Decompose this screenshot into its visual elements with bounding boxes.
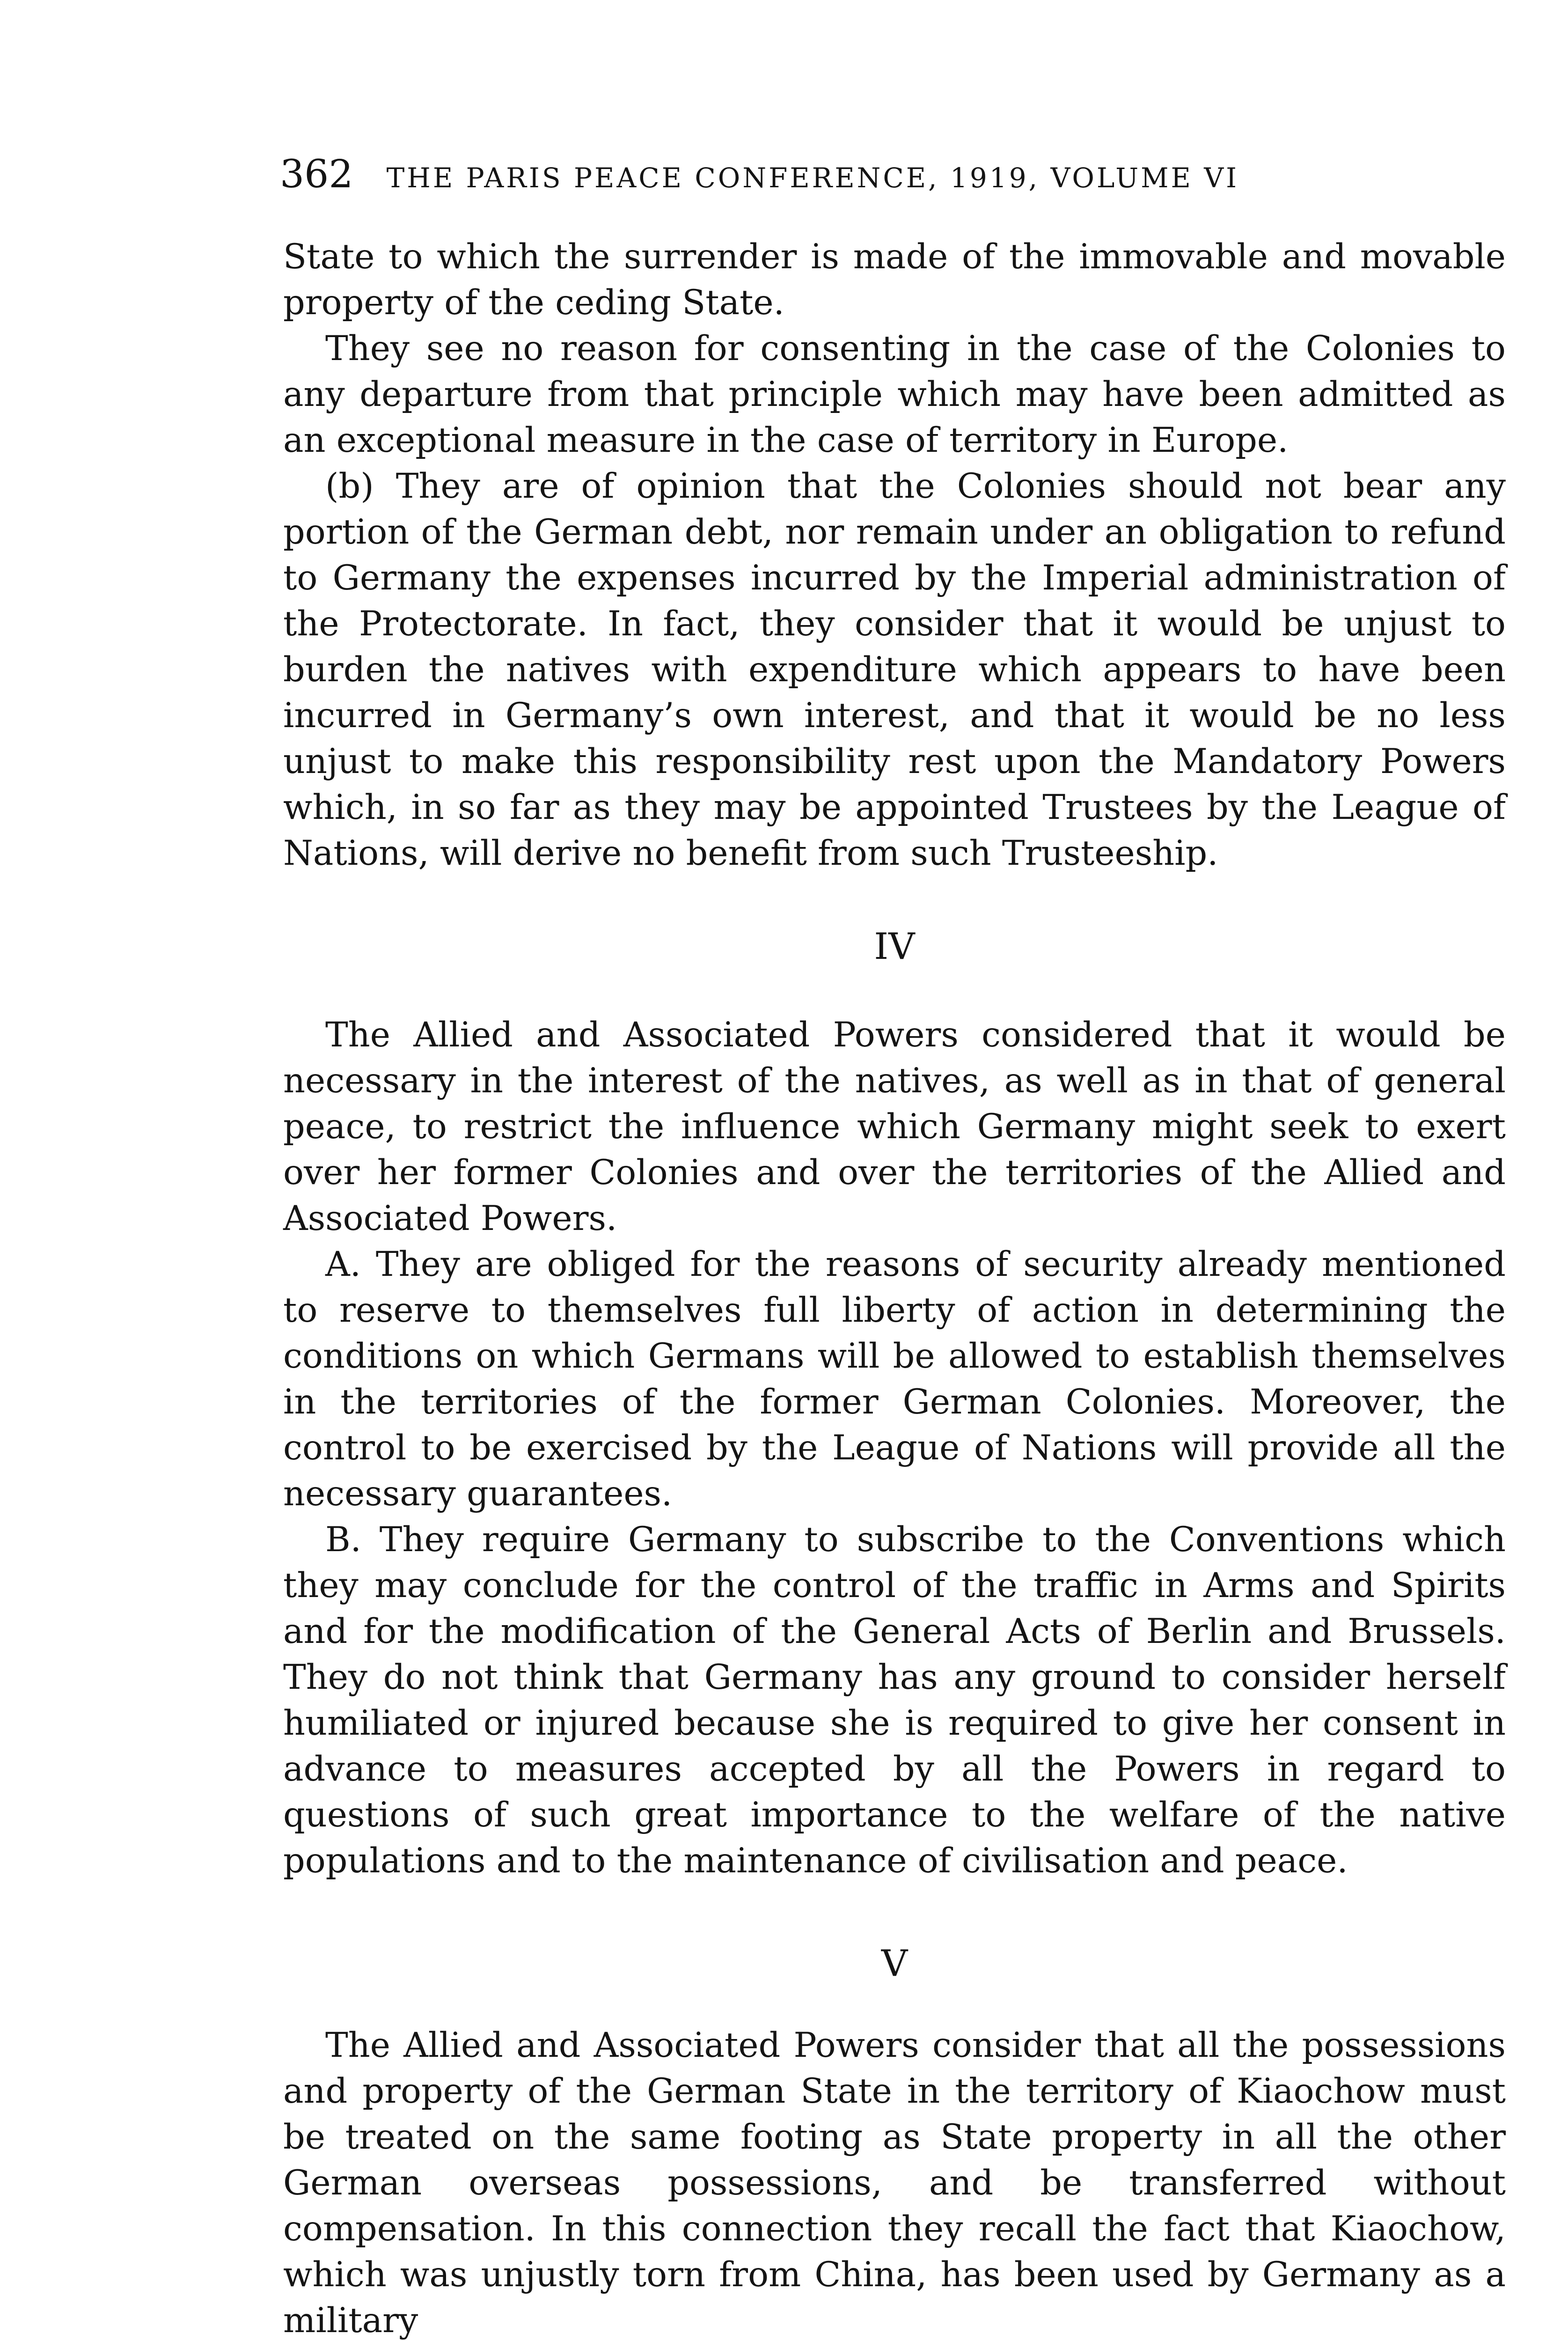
paragraph-german-debt: (b) They are of opinion that the Colonies should not bear any portion of the German debt, nor remain under an obligation to refund to Germany the expenses incurred by the Imperial administration of the Protectorate. In fact, they consider that it would be unjust to burden the natives with expenditure which appears to have been incurred in Germany’s own interest, and that it would be no less unjust to make this responsibility rest upon the Mandatory Powers which, in so far as they may be appointed Trustees by the League of Nations, will derive no benefit from such Trusteeship. [283,466,1506,873]
section-heading-iv: IV [874,926,915,968]
section-v-text-block [283,2023,1506,2341]
section-iv-text-block [283,1012,1506,1884]
paragraph-continuation: State to which the surrender is made of the immovable and movable property of the ceding State. [283,237,1506,323]
section-heading-v: V [881,1943,908,1985]
paragraph-point-a: A. They are obliged for the reasons of security already mentioned to reserve to themselves full liberty of action in determining the conditions on which Germans will be allowed to establish themselves in the territories of the former German Colonies. Moreover, the control to be exercised by the League of Nations will provide all the necessary guarantees. [283,1244,1506,1514]
page-number: 362 [280,152,353,197]
paragraph-kiaochow: The Allied and Associated Powers consider that all the possessions and property of the German State in the territory of Kiaochow must be treated on the same footing as State property in all the other German overseas possessions, and be transferred without compensation. In this connection they recall the fact that Kiaochow, which was unjustly torn from China, has been used by Germany as a military [283,2025,1506,2341]
paragraph-restrict-influence: The Allied and Associated Powers considered that it would be necessary in the interest of the natives, as well as in that of general peace, to restrict the influence which Germany might seek to exert over her former Colonies and over the territories of the Allied and Associated Powers. [283,1015,1506,1238]
running-title: THE PARIS PEACE CONFERENCE, 1919, VOLUME VI [386,162,1239,194]
paragraph-point-b: B. They require Germany to subscribe to the Conventions which they may conclude for the control of the traffic in Arms and Spirits and for the modification of the General Acts of Berlin and Brussels. They do not think that Germany has any ground to consider herself humiliated or injured because she is required to give her consent in advance to measures accepted by all the Powers in regard to questions of such great importance to the welfare of the native populations and to the maintenance of civilisation and peace. [283,1520,1506,1881]
paragraph-no-departure: They see no reason for consenting in the case of the Colonies to any departure from that principle which may have been admitted as an exceptional measure in the case of territory in Europe. [283,329,1506,460]
running-head [280,149,1506,200]
intro-text-block [283,234,1506,876]
